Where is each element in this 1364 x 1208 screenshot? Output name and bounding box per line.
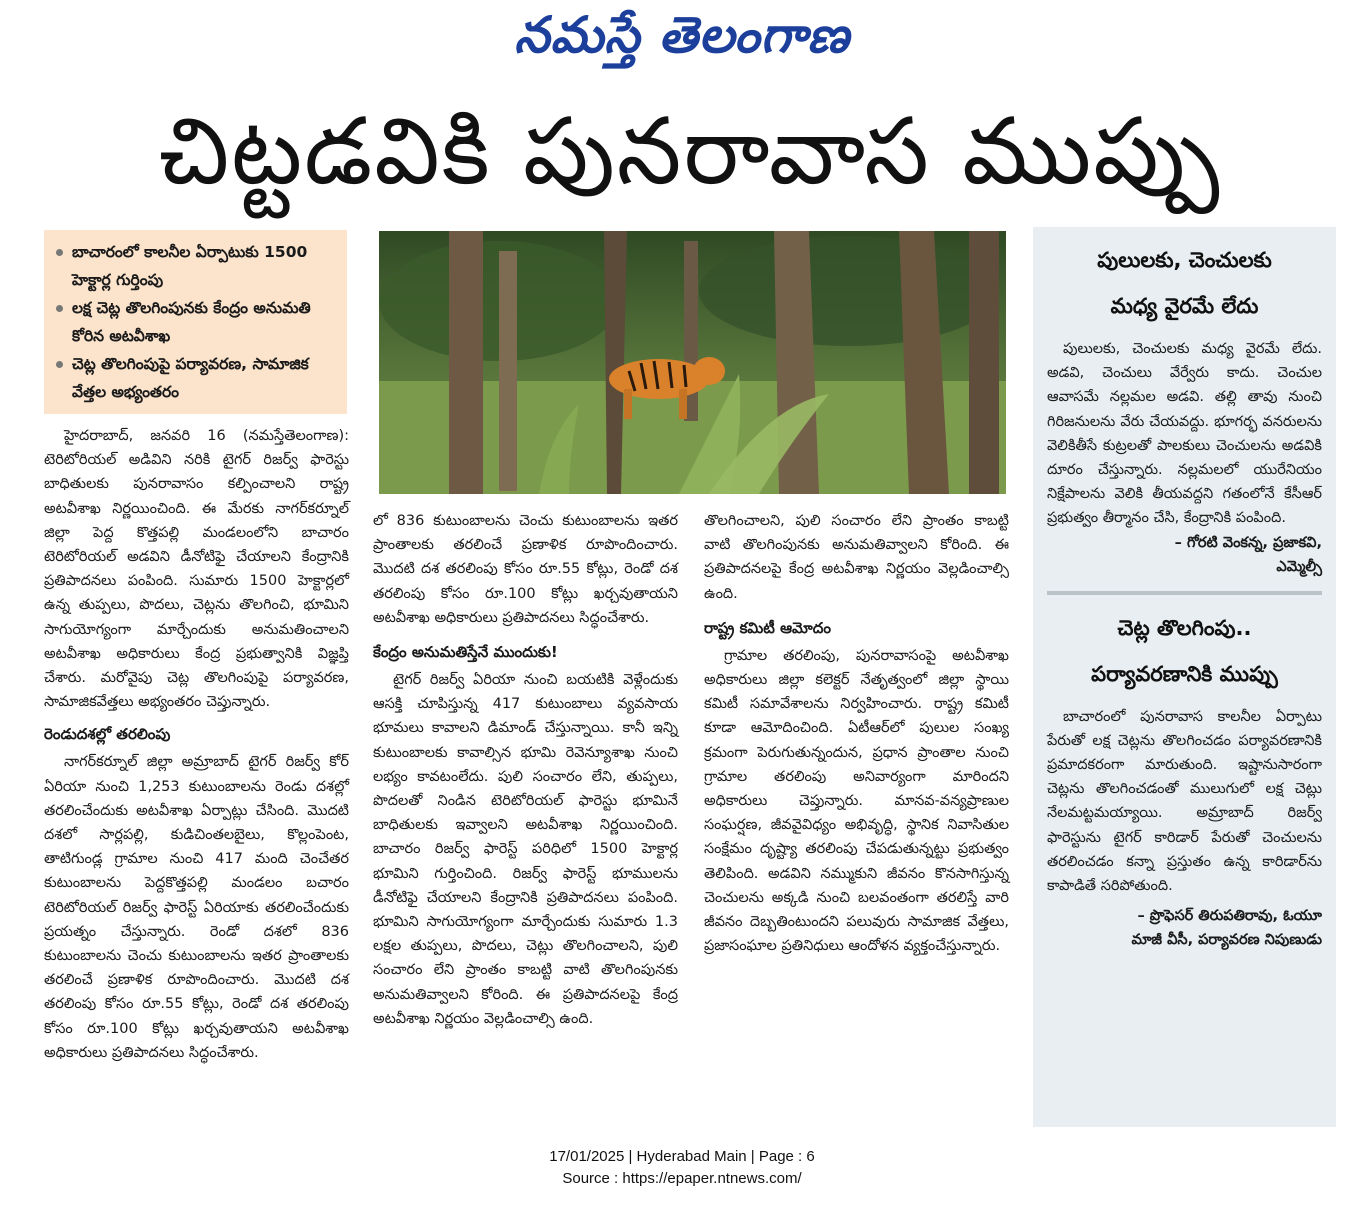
highlights-list [54, 238, 339, 406]
article-paragraph: నాగర్‌కర్నూల్ జిల్లా అమ్రాబాద్ టైగర్ రిజర్వ్ కోర్ ఏరియా నుంచి 1,253 కుటుంబాలను రెండు దశల్లో తరలించేందుకు అటవీశాఖ ఏర్పాట్లు చేసింది. మొదటి దశలో సార్లపల్లి, కుడిచింతలబైలు, కొల్లంపెంట, తాటిగుండ్ల గ్రామాల నుంచి 417 మంది చెంచేతర కుటుంబాలను పెద్దకొత్తపల్లి మండలం బచారం టెరిటోరియల్ రిజర్వ్ ఫారెస్ట్ ఏరియాకు తరలించేందుకు ప్రయత్నం చేస్తున్నారు. రెండో దశలో 836 కుటుంబాలను చెంచు కుటుంబాలను ఇతర ప్రాంతాలకు తరలించే ప్రణాళిక రూపొందించారు. మొదటి దశ తరలింపు కోసం రూ.55 కోట్లు, రెండో దశ తరలింపు కోసం రూ.100 కోట్లు ఖర్చవుతాయని అటవీశాఖ అధికారులు ప్రతిపాదనలు సిద్ధంచేశారు. [44, 754, 349, 1061]
footer-date-edition: 17/01/2025 | Hyderabad Main | Page : 6 [549, 1148, 815, 1165]
highlight-item: చెట్ల తొలగింపుపై పర్యావరణ, సామాజిక వేత్తల అభ్యంతరం [54, 350, 339, 406]
sidebar-box2-signature-line1: – ప్రొఫెసర్ తిరుపతిరావు, ఓయూ [1137, 908, 1322, 925]
subheading-two-phase-relocation: రెండుదశల్లో తరలింపు [44, 725, 171, 744]
highlight-item: లక్ష చెట్ల తొలగింపునకు కేంద్రం అనుమతి కోరిన అటవీశాఖ [54, 294, 339, 350]
article-paragraph: టైగర్ రిజర్వ్ ఏరియా నుంచి బయటికి వెళ్లేందుకు ఆసక్తి చూపిస్తున్న 417 కుటుంబాలు వ్యవసాయ భూమలు కావాలని డిమాండ్ చేస్తున్నాయి. కానీ ఇన్ని కుటుంబాలకు కావాల్సిన భూమి రెవెన్యూశాఖ నుంచి లభ్యం కావటంలేదు. పులి సంచారం లేని, తుప్పలు, పొదలతో నిండిన టెరిటోరియల్ ఫారెస్టు భూమినే బాధితులకు ఇవ్వాలని అటవీశాఖ నిర్ణయించింది. బాచారం రిజర్వ్ ఫారెస్ట్ పరిధిలో 1500 హెక్టార్ల భూమిని గుర్తించింది. రిజర్వ్ ఫారెస్ట్ భూములను డీనోటిఫై చేయాలని కేంద్రానికి ప్రతిపాదనలు పంపింది. భూమిని సాగుయోగ్యంగా మార్చేందుకు సుమారు 1.3 లక్షల తుప్పలు, పొదలు, చెట్లు తొలగించాలని, పులి సంచారం లేని ప్రాంతం కాబట్టి వాటి తొలగింపునకు అనుమతివ్వాలని కోరింది. ఈ ప్రతిపాదనలపై కేంద్ర అటవీశాఖ నిర్ణయం వెల్లడించాల్సి ఉంది. [373, 672, 678, 1027]
page-footer [0, 1146, 1364, 1190]
highlight-item: బాచారంలో కాలనీల ఏర్పాటుకు 1500 హెక్టార్ల గుర్తింపు [54, 238, 339, 294]
sidebar-box2-body [1047, 705, 1322, 899]
sidebar-box1-signature-line2: ఎమ్మెల్సీ [1276, 558, 1322, 575]
sidebar-box2-text: బాచారంలో పునరావాస కాలనీల ఏర్పాటు పేరుతో లక్ష చెట్లను తొలగించడం పర్యావరణానికి ప్రమాదకరంగా మారుతుంది. ఇష్టానుసారంగా చెట్లను తొలగించడంతో ములుగులో లక్ష చెట్లు నేలమట్టమయ్యాయి. అమ్రాబాద్ రిజర్వ్ ఫారెస్టును టైగర్ కారిడార్ పేరుతో చెంచులను తరలించడం కన్నా ప్రస్తుతం ఉన్న కారిడార్‌ను కాపాడితే సరిపోతుంది. [1047, 708, 1322, 895]
sidebar-box2-signature-line2: మాజీ వీసీ, పర్యావరణ నిపుణుడు [1131, 932, 1322, 949]
highlights-box [44, 230, 347, 414]
sidebar-box1-signature-line1: – గోరటి వెంకన్న, ప్రజాకవి, [1174, 534, 1322, 551]
tiger-forest-photo [379, 231, 1006, 494]
article-column-1 [44, 424, 349, 1061]
article-intro: హైదరాబాద్, జనవరి 16 (నమస్తేతెలంగాణ): టెరిటోరియల్ అడివిని నరికి టైగర్ రిజర్వ్ ఫారెస్టు బాధితులకు పునరావాసం కల్పించాలని రాష్ట్ర అటవీశాఖ నిర్ణయించింది. ఈ మేరకు నాగర్‌కర్నూల్ జిల్లా పెద్ద కొత్తపల్లి మండలంలోని బాచారం టెరిటోరియల్ అడవిని డీనోటిఫై చేయాలని కేంద్రానికి ప్రతిపాదనలు పంపింది. సుమారు 1500 హెక్టార్లలో ఉన్న తుప్పలు, పొదలు, చెట్లను తొలగించి, భూమిని సాగుయోగ్యంగా మార్చేందుకు అనుమతించాలని అటవీశాఖ అధికారులు కేంద్ర ప్రభుత్వానికి విజ్ఞప్తి చేశారు. మరోవైపు చెట్ల తొలగింపుపై పర్యావరణ, సామాజికవేత్తలు అభ్యంతరం చెప్తున్నారు. [44, 428, 349, 711]
sidebar-box2-title-line1: చెట్ల తొలగింపు.. [1117, 615, 1252, 640]
sidebar-divider [1047, 591, 1322, 595]
sidebar-quotes [1033, 227, 1336, 1127]
article-paragraph-continued: లో 836 కుటుంబాలను చెంచు కుటుంబాలను ఇతర ప్రాంతాలకు తరలించే ప్రణాళిక రూపొందించారు. మొదటి దశ తరలింపు కోసం రూ.55 కోట్లు, రెండో దశ తరలింపు కోసం రూ.100 కోట్లు ఖర్చవుతాయని అటవీశాఖ అధికారులు ప్రతిపాదనలు సిద్ధంచేశారు. [373, 513, 678, 626]
footer-source-link[interactable]: Source : https://epaper.ntnews.com/ [562, 1170, 802, 1187]
article-column-2 [373, 509, 678, 1102]
subheading-state-committee: రాష్ట్ర కమిటీ ఆమోదం [704, 618, 831, 637]
headline: చిట్టడవికి పునరావాస ముప్పు [158, 98, 1222, 205]
article-paragraph-continued: తొలగించాలని, పులి సంచారం లేని ప్రాంతం కాబట్టి వాటి తొలగింపునకు అనుమతివ్వాలని కోరింది. ఈ ప్రతిపాదనలపై కేంద్ర అటవీశాఖ నిర్ణయం వెల్లడించాల్సి ఉంది. [704, 513, 1009, 602]
subheading-center-approval: కేంద్రం అనుమతిస్తేనే ముందుకు! [373, 643, 558, 662]
sidebar-box1-title-line2: మధ్య వైరమే లేదు [1110, 294, 1259, 318]
newspaper-masthead: నమస్తే తెలంగాణ [514, 6, 850, 64]
article-column-3 [704, 509, 1009, 958]
sidebar-box1-title-line1: పులులకు, చెంచులకు [1097, 248, 1272, 272]
article-paragraph: గ్రామాల తరలింపు, పునరావాసంపై అటవీశాఖ అధికారులు జిల్లా కలెక్టర్ నేతృత్వంలో జిల్లా స్థాయి కమిటీ సమావేశాలను నిర్వహించారు. రాష్ట్ర కమిటీ కూడా ఆమోదించింది. ఏటీఆర్‌లో పులుల సంఖ్య క్రమంగా పెరుగుతున్నందున, ప్రధాన ప్రాంతాల నుంచి గ్రామాల తరలింపు అనివార్యంగా మారిందని అధికారులు చెప్తున్నారు. మానవ-వన్యప్రాణుల సంఘర్షణ, జీవవైవిధ్యం అభివృద్ధి, స్థానిక నివాసితుల సంక్షేమం దృష్ట్యా తరలింపు చేపడుతున్నట్టు ప్రభుత్వం తెలిపింది. అడవిని నమ్ముకుని జీవనం కొనసాగిస్తున్న చెంచులను అక్కడి నుంచి బలవంతంగా తరలిస్తే వారి జీవనం దెబ్బతింటుందని పలువురు సామాజిక వేత్తలు, ప్రజాసంఘాల ప్రతినిధులు ఆందోళన వ్యక్తంచేస్తున్నారు. [704, 647, 1009, 955]
sidebar-box1-body [1047, 337, 1322, 531]
tiger-forest-illustration [379, 231, 1006, 494]
sidebar-box2-title-line2: పర్యావరణానికి ముప్పు [1091, 661, 1278, 686]
sidebar-box1-text: పులులకు, చెంచులకు మధ్య వైరమే లేదు. అడవి, చెంచులు వేర్వేరు కాదు. చెంచుల ఆవాసమే నల్లమల అడవి. తల్లి తావు నుంచి గిరిజనులను వేరు చేయవద్దు. భూగర్భ వనరులను వెలికితీసే కుట్రలతో పాలకులు చెంచులను అడవికి దూరం చేస్తున్నారు. నల్లమలలో యురేనియం నిక్షేపాలను వెలికి తీయవద్దని గతంలోనే కేసీఆర్ ప్రభుత్వం తీర్మానం చేసి, కేంద్రానికి పంపింది. [1047, 341, 1322, 527]
